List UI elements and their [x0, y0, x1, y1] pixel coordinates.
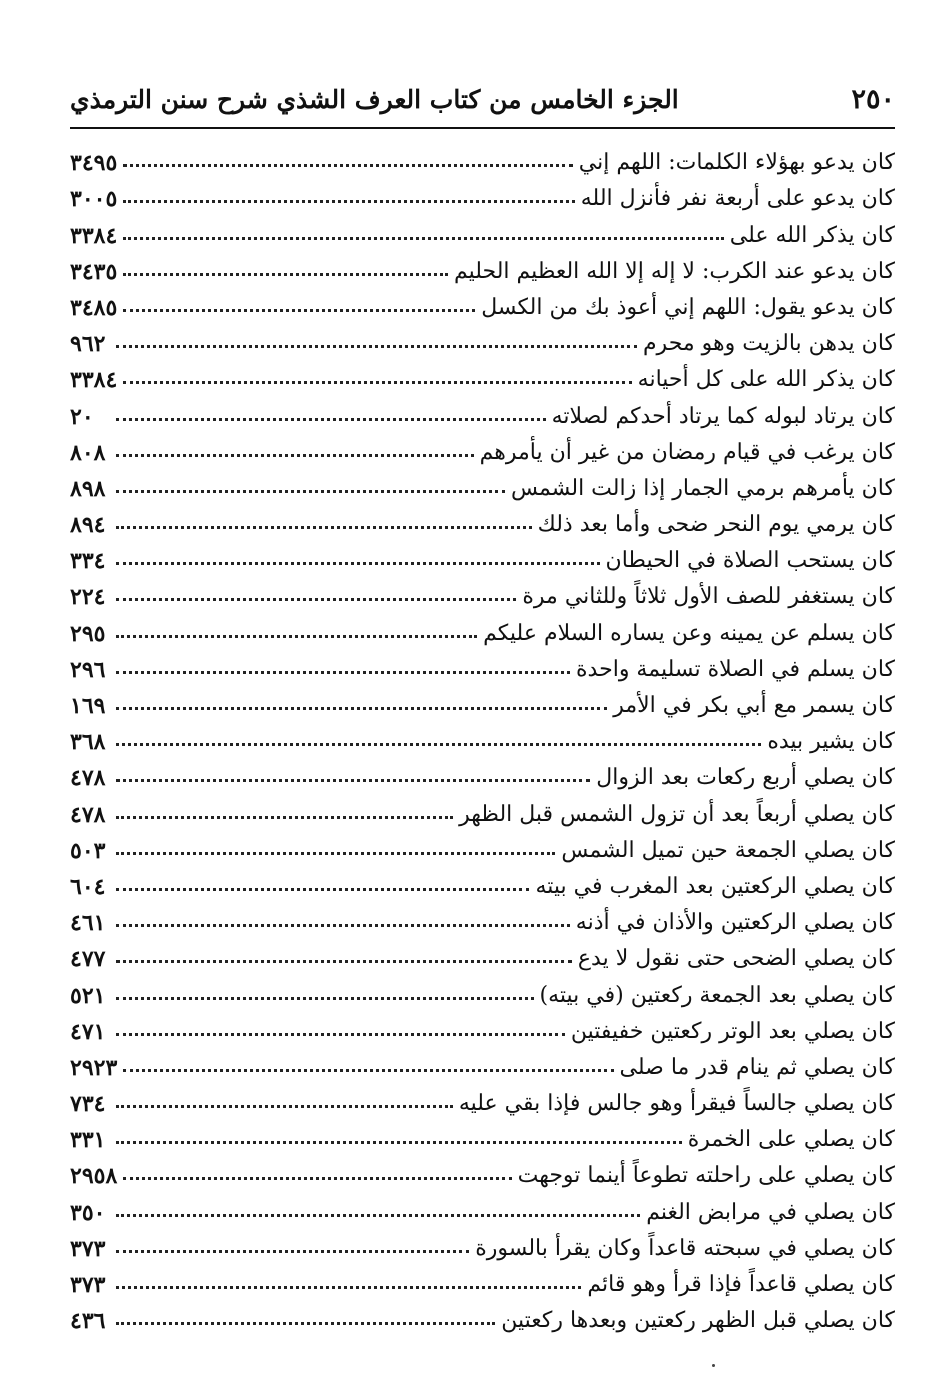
entry-page-number: ٤٧٨: [70, 801, 106, 828]
dot-leader: [116, 960, 572, 963]
entry-page-number: ٣٧٣: [70, 1272, 106, 1298]
dot-leader: [116, 526, 532, 529]
entry-text: كان يستغفر للصف الأول ثلاثاً وللثاني مرة: [522, 584, 895, 610]
dot-leader: [116, 418, 546, 421]
index-list: [70, 141, 895, 1335]
dot-leader: [116, 924, 570, 927]
entry-page-number: ٣٧٣: [70, 1235, 106, 1262]
entry-page-number: ٥٢١: [70, 982, 106, 1009]
entry-page-number: ٦٠٤: [70, 873, 106, 900]
index-entry: [70, 394, 895, 430]
entry-text: كان يصلي الركعتين بعد المغرب في بيته: [535, 873, 895, 899]
dot-leader: [116, 997, 534, 1000]
entry-text: كان يدعو يقول: اللهم إني أعوذ بك من الكسل: [481, 294, 895, 320]
dot-leader: [116, 1214, 640, 1217]
dot-leader: [116, 779, 590, 782]
entry-page-number: ٢٩٦: [70, 656, 106, 683]
index-entry: [70, 1227, 895, 1263]
entry-page-number: ٣٠٠٥: [70, 186, 118, 213]
index-entry: [70, 177, 895, 213]
dot-leader: [116, 1286, 581, 1289]
dot-leader: [123, 164, 573, 167]
dot-leader: [116, 635, 477, 638]
entry-text: كان يدعو عند الكرب: لا إله إلا الله العظيم الحليم: [453, 258, 895, 284]
index-entry: [70, 213, 895, 249]
entry-text: كان يصلي على راحلته تطوعاً أينما توجهت: [517, 1163, 895, 1189]
entry-text: كان يدهن بالزيت وهو محرم: [642, 331, 895, 357]
entry-page-number: ٣٦٨: [70, 729, 106, 756]
index-entry: [70, 286, 895, 322]
dot-leader: [116, 1322, 495, 1325]
page-title: الجزء الخامس من كتاب العرف الشذي شرح سنن الترمذي: [70, 84, 679, 114]
entry-text: كان يصلي قاعداً فإذا قرأ وهو قائم: [587, 1272, 895, 1297]
index-entry: [70, 322, 895, 358]
entry-page-number: ٣٣٨٤: [70, 222, 118, 249]
entry-text: كان يصلي الركعتين والأذان في أذنه: [575, 910, 895, 936]
entry-text: كان يدعو بهؤلاء الكلمات: اللهم إني: [578, 150, 895, 176]
entry-text: كان يسلم عن يمينه وعن يساره السلام عليكم: [483, 620, 895, 646]
index-entry: [70, 720, 895, 756]
entry-page-number: ٤٧٨: [70, 765, 106, 792]
entry-page-number: ٢٩٢٣: [70, 1054, 118, 1081]
dot-leader: [123, 1177, 511, 1180]
index-entry: [70, 1299, 895, 1335]
index-entry: [70, 1118, 895, 1154]
dot-leader: [116, 1141, 682, 1144]
entry-text: كان يصلي أربع ركعات بعد الزوال: [596, 765, 895, 791]
dot-leader: [123, 1069, 613, 1072]
index-entry: [70, 1010, 895, 1046]
entry-page-number: ٤٧٧: [70, 946, 106, 973]
entry-text: كان يستحب الصلاة في الحيطان: [605, 548, 895, 574]
entry-text: كان يصلي ثم ينام قدر ما صلى: [619, 1054, 895, 1080]
index-entry: [70, 358, 895, 394]
entry-text: كان يصلي على الخمرة: [687, 1127, 895, 1153]
dot-leader: [116, 671, 570, 674]
entry-page-number: ٨٩٨: [70, 475, 106, 502]
entry-text: كان يصلي في مرابض الغنم: [646, 1199, 895, 1225]
dot-leader: [116, 1105, 453, 1108]
entry-page-number: ٣٤٨٥: [70, 294, 118, 321]
entry-text: كان يرمي يوم النحر ضحى وأما بعد ذلك: [537, 512, 895, 538]
entry-page-number: ٣٣٤: [70, 548, 106, 575]
dot-leader: [116, 1250, 469, 1253]
entry-page-number: ٢٠: [70, 403, 94, 430]
dot-leader: [116, 1033, 565, 1036]
dot-leader: [116, 888, 529, 891]
entry-page-number: ٥٠٣: [70, 837, 106, 864]
entry-text: كان يصلي بعد الوتر ركعتين خفيفتين: [570, 1018, 895, 1044]
entry-page-number: ٨٩٤: [70, 512, 106, 539]
dot-leader: [123, 237, 723, 240]
entry-text: كان يصلي الجمعة حين تميل الشمس: [561, 837, 895, 863]
entry-text: كان يرتاد لبوله كما يرتاد أحدكم لصلاته: [551, 403, 895, 429]
entry-text: كان يصلي في سبحته قاعداً وكان يقرأ بالسورة: [475, 1235, 895, 1261]
entry-page-number: ٣٥٠: [70, 1199, 106, 1226]
index-entry: [70, 431, 895, 467]
index-entry: [70, 684, 895, 720]
dot-leader: [116, 598, 516, 601]
entry-text: كان يصلي أربعاً بعد أن تزول الشمس قبل الظهر: [459, 801, 895, 827]
entry-page-number: ٢٩٥٨: [70, 1163, 118, 1190]
dot-leader: [123, 309, 475, 312]
entry-page-number: ٢٢٤: [70, 584, 106, 611]
entry-page-number: ٣٤٣٥: [70, 258, 118, 285]
index-entry: [70, 1082, 895, 1118]
entry-page-number: ٤٣٦: [70, 1308, 106, 1335]
index-entry: [70, 829, 895, 865]
index-entry: [70, 901, 895, 937]
dot-leader: [116, 562, 600, 565]
index-entry: [70, 539, 895, 575]
header-divider: [70, 127, 895, 129]
index-entry: [70, 756, 895, 792]
entry-page-number: ٣٣٨٤: [70, 367, 118, 394]
entry-page-number: ٤٧١: [70, 1018, 106, 1045]
dot-leader: [116, 743, 761, 746]
entry-page-number: ٩٦٢: [70, 331, 106, 358]
index-entry: [70, 865, 895, 901]
print-speck: [712, 1364, 715, 1367]
index-entry: [70, 937, 895, 973]
entry-text: كان يسمر مع أبي بكر في الأمر: [613, 693, 895, 718]
entry-text: كان يصلي جالساً فيقرأ وهو جالس فإذا بقي عليه: [458, 1091, 895, 1117]
index-entry: [70, 792, 895, 828]
entry-text: كان يأمرهم برمي الجمار إذا زالت الشمس: [510, 475, 895, 501]
index-entry: [70, 141, 895, 177]
entry-page-number: ٧٣٤: [70, 1091, 106, 1118]
index-entry: [70, 648, 895, 684]
index-entry: [70, 973, 895, 1009]
index-entry: [70, 1046, 895, 1082]
index-entry: [70, 250, 895, 286]
entry-page-number: ٣٤٩٥: [70, 150, 118, 177]
entry-text: كان يسلم في الصلاة تسليمة واحدة: [576, 656, 895, 682]
dot-leader: [116, 490, 505, 493]
index-entry: [70, 503, 895, 539]
entry-text: كان يرغب في قيام رمضان من غير أن يأمرهم: [479, 439, 895, 465]
index-entry: [70, 1263, 895, 1299]
dot-leader: [116, 345, 637, 348]
entry-page-number: ٤٦١: [70, 910, 106, 937]
entry-text: كان يشير بيده: [767, 729, 895, 755]
entry-text: كان يدعو على أربعة نفر فأنزل الله: [580, 186, 895, 212]
dot-leader: [123, 381, 631, 384]
entry-text: كان يصلي الضحى حتى نقول لا يدع: [577, 946, 895, 972]
dot-leader: [116, 852, 555, 855]
page-header: [70, 74, 895, 124]
entry-page-number: ٢٩٥: [70, 620, 106, 647]
entry-text: كان يذكر الله على كل أحيانه: [637, 367, 895, 393]
dot-leader: [123, 200, 575, 203]
index-entry: [70, 1154, 895, 1190]
page-number: ٢٥٠: [851, 83, 895, 115]
entry-text: كان يذكر الله على: [729, 222, 895, 248]
entry-page-number: ٨٠٨: [70, 439, 106, 466]
index-entry: [70, 467, 895, 503]
dot-leader: [116, 816, 453, 819]
dot-leader: [116, 707, 607, 710]
index-entry: [70, 575, 895, 611]
entry-page-number: ٣٣١: [70, 1127, 106, 1154]
dot-leader: [116, 454, 474, 457]
index-entry: [70, 611, 895, 647]
entry-page-number: ١٦٩: [70, 693, 106, 719]
dot-leader: [123, 273, 448, 276]
entry-text: كان يصلي قبل الظهر ركعتين وبعدها ركعتين: [501, 1308, 895, 1334]
index-entry: [70, 1190, 895, 1226]
entry-text: كان يصلي بعد الجمعة ركعتين (في بيته): [539, 982, 895, 1008]
